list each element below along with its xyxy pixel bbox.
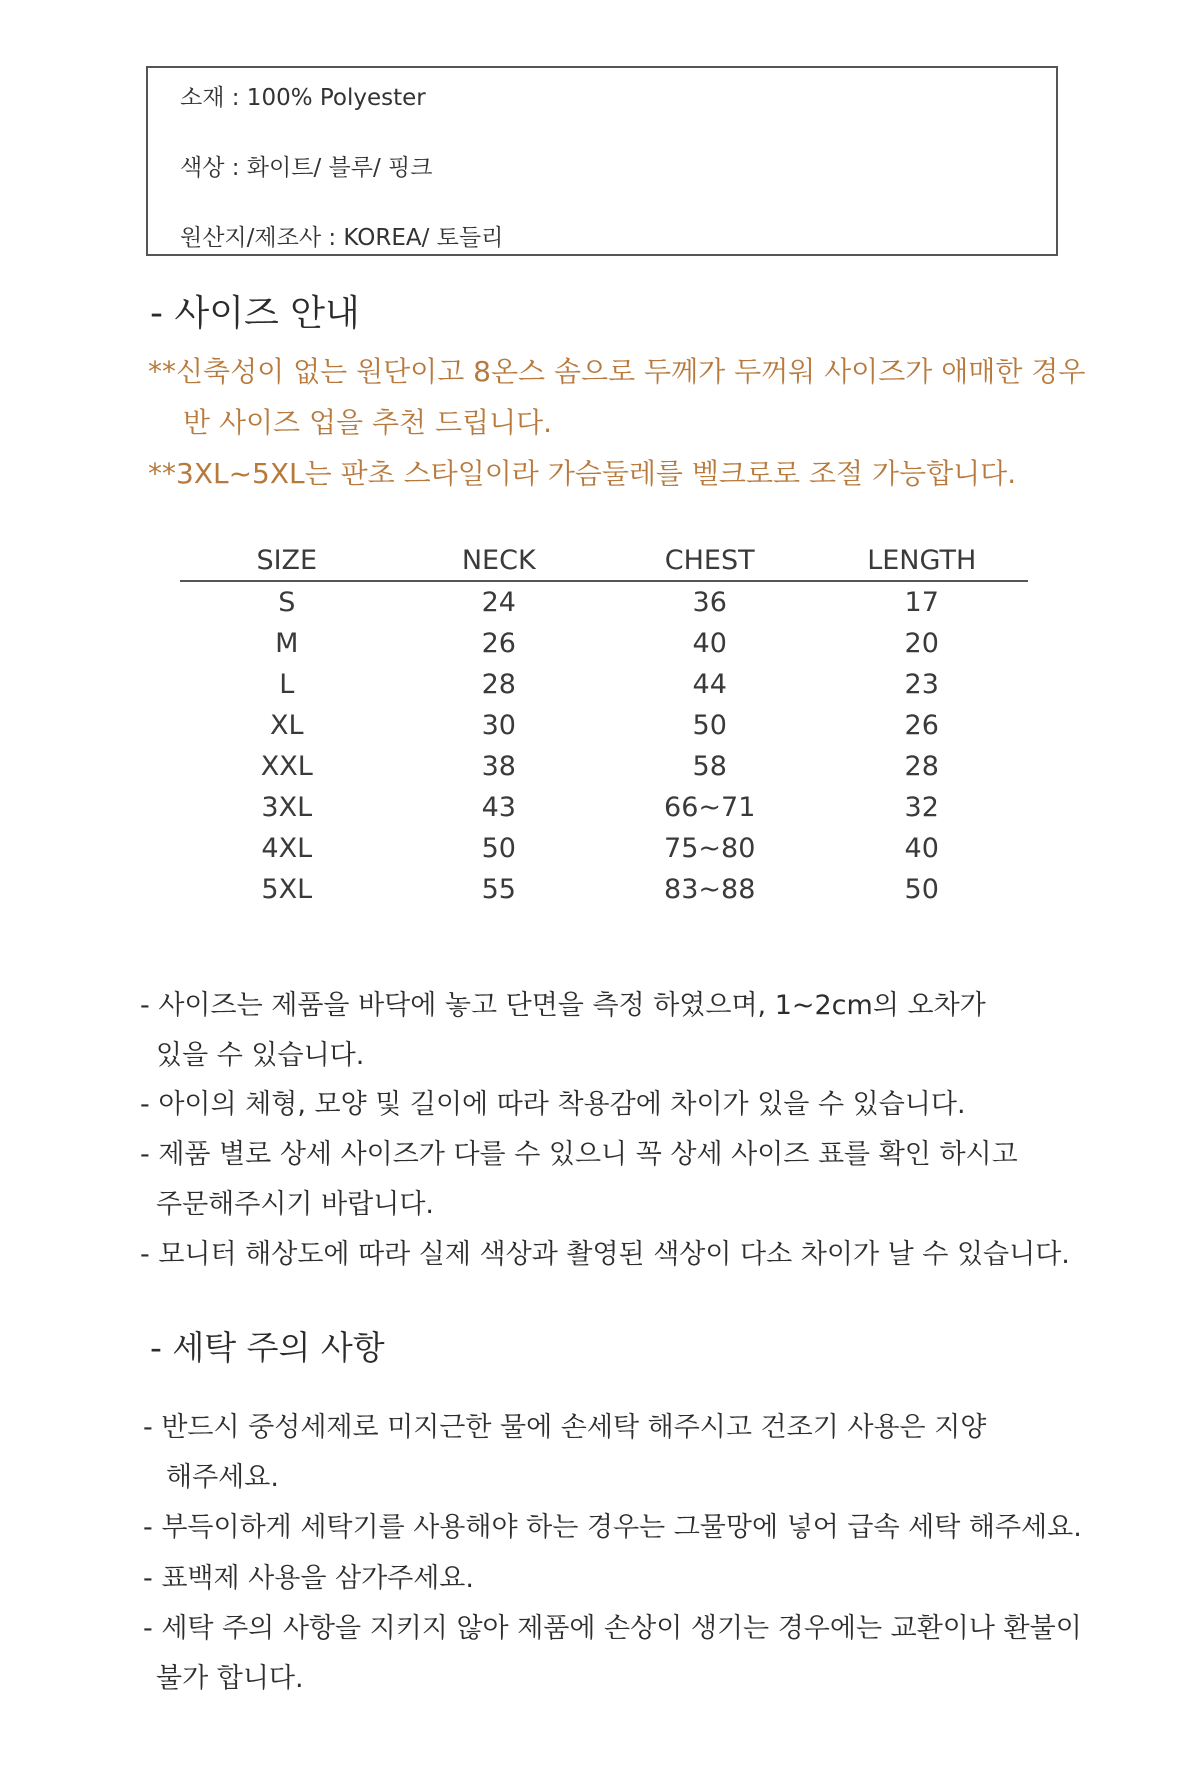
cell-length: 32: [904, 792, 939, 823]
measurement-note-2: - 아이의 체형, 모양 및 길이에 따라 착용감에 차이가 있을 수 있습니다.: [140, 1089, 966, 1120]
cell-chest: 44: [692, 669, 727, 700]
table-row: [180, 705, 1028, 746]
color-text: 색상 : 화이트/ 블루/ 핑크: [180, 155, 433, 181]
cell-neck: 24: [481, 587, 516, 618]
cell-length: 23: [904, 669, 939, 700]
size-note-1-line-1: **신축성이 없는 원단이고 8온스 솜으로 두께가 두꺼워 사이즈가 애매한 경우: [148, 355, 1086, 388]
table-row: [180, 746, 1028, 787]
washing-note-4-line-2: 불가 합니다.: [156, 1663, 304, 1694]
measurement-note-3-line-2: 주문해주시기 바랍니다.: [156, 1189, 434, 1220]
cell-neck: 50: [481, 833, 516, 864]
measurement-note-3-line-1: - 제품 별로 상세 사이즈가 다를 수 있으니 꼭 상세 사이즈 표를 확인 하시고: [140, 1139, 1018, 1170]
cell-length: 40: [904, 833, 939, 864]
cell-neck: 26: [481, 628, 516, 659]
measurement-note-1-line-2: 있을 수 있습니다.: [156, 1040, 365, 1071]
size-note-1-line-2: 반 사이즈 업을 추천 드립니다.: [183, 406, 553, 439]
cell-length: 26: [904, 710, 939, 741]
measurement-note-1-line-1: - 사이즈는 제품을 바닥에 놓고 단면을 측정 하였으며, 1~2cm의 오차가: [140, 990, 986, 1021]
cell-chest: 66~71: [664, 792, 756, 823]
cell-length: 20: [904, 628, 939, 659]
cell-size: L: [279, 669, 295, 700]
cell-size: XL: [270, 710, 304, 741]
cell-chest: 36: [692, 587, 727, 618]
size-note-2: **3XL~5XL는 판초 스타일이라 가슴둘레를 벨크로로 조절 가능합니다.: [148, 457, 1017, 490]
cell-neck: 43: [481, 792, 516, 823]
cell-size: S: [278, 587, 296, 618]
cell-size: 5XL: [261, 874, 313, 905]
product-info-box: [146, 66, 1058, 256]
table-row: [180, 623, 1028, 664]
washing-note-3: - 표백제 사용을 삼가주세요.: [143, 1563, 474, 1594]
cell-size: XXL: [260, 751, 313, 782]
size-table: [180, 540, 1028, 910]
cell-chest: 75~80: [664, 833, 756, 864]
size-table-header: [180, 540, 1028, 581]
material-text: 소재 : 100% Polyester: [180, 85, 426, 111]
header-chest: CHEST: [604, 540, 815, 581]
size-guide-title: - 사이즈 안내: [150, 293, 360, 334]
header-length: LENGTH: [815, 540, 1028, 581]
table-row: [180, 664, 1028, 705]
table-row: [180, 581, 1028, 623]
measurement-note-4: - 모니터 해상도에 따라 실제 색상과 촬영된 색상이 다소 차이가 날 수 있습니다.: [140, 1239, 1070, 1270]
washing-note-1-line-1: - 반드시 중성세제로 미지근한 물에 손세탁 해주시고 건조기 사용은 지양: [143, 1412, 987, 1443]
header-neck: NECK: [394, 540, 604, 581]
cell-neck: 30: [481, 710, 516, 741]
cell-neck: 28: [481, 669, 516, 700]
header-size: SIZE: [180, 540, 394, 581]
cell-chest: 83~88: [664, 874, 756, 905]
washing-note-2: - 부득이하게 세탁기를 사용해야 하는 경우는 그물망에 넣어 급속 세탁 해주세요.: [143, 1512, 1082, 1543]
table-row: [180, 787, 1028, 828]
table-row: [180, 828, 1028, 869]
cell-chest: 58: [692, 751, 727, 782]
cell-length: 50: [904, 874, 939, 905]
cell-chest: 40: [692, 628, 727, 659]
origin-text: 원산지/제조사 : KOREA/ 토들리: [180, 225, 504, 251]
table-row: [180, 869, 1028, 910]
cell-size: 4XL: [261, 833, 313, 864]
cell-chest: 50: [692, 710, 727, 741]
washing-note-4-line-1: - 세탁 주의 사항을 지키지 않아 제품에 손상이 생기는 경우에는 교환이나 환불이: [143, 1613, 1082, 1644]
washing-title: - 세탁 주의 사항: [150, 1328, 385, 1367]
cell-neck: 55: [481, 874, 516, 905]
cell-length: 17: [904, 587, 939, 618]
cell-neck: 38: [481, 751, 516, 782]
cell-size: M: [275, 628, 299, 659]
cell-length: 28: [904, 751, 939, 782]
cell-size: 3XL: [261, 792, 313, 823]
washing-note-1-line-2: 해주세요.: [166, 1462, 279, 1493]
